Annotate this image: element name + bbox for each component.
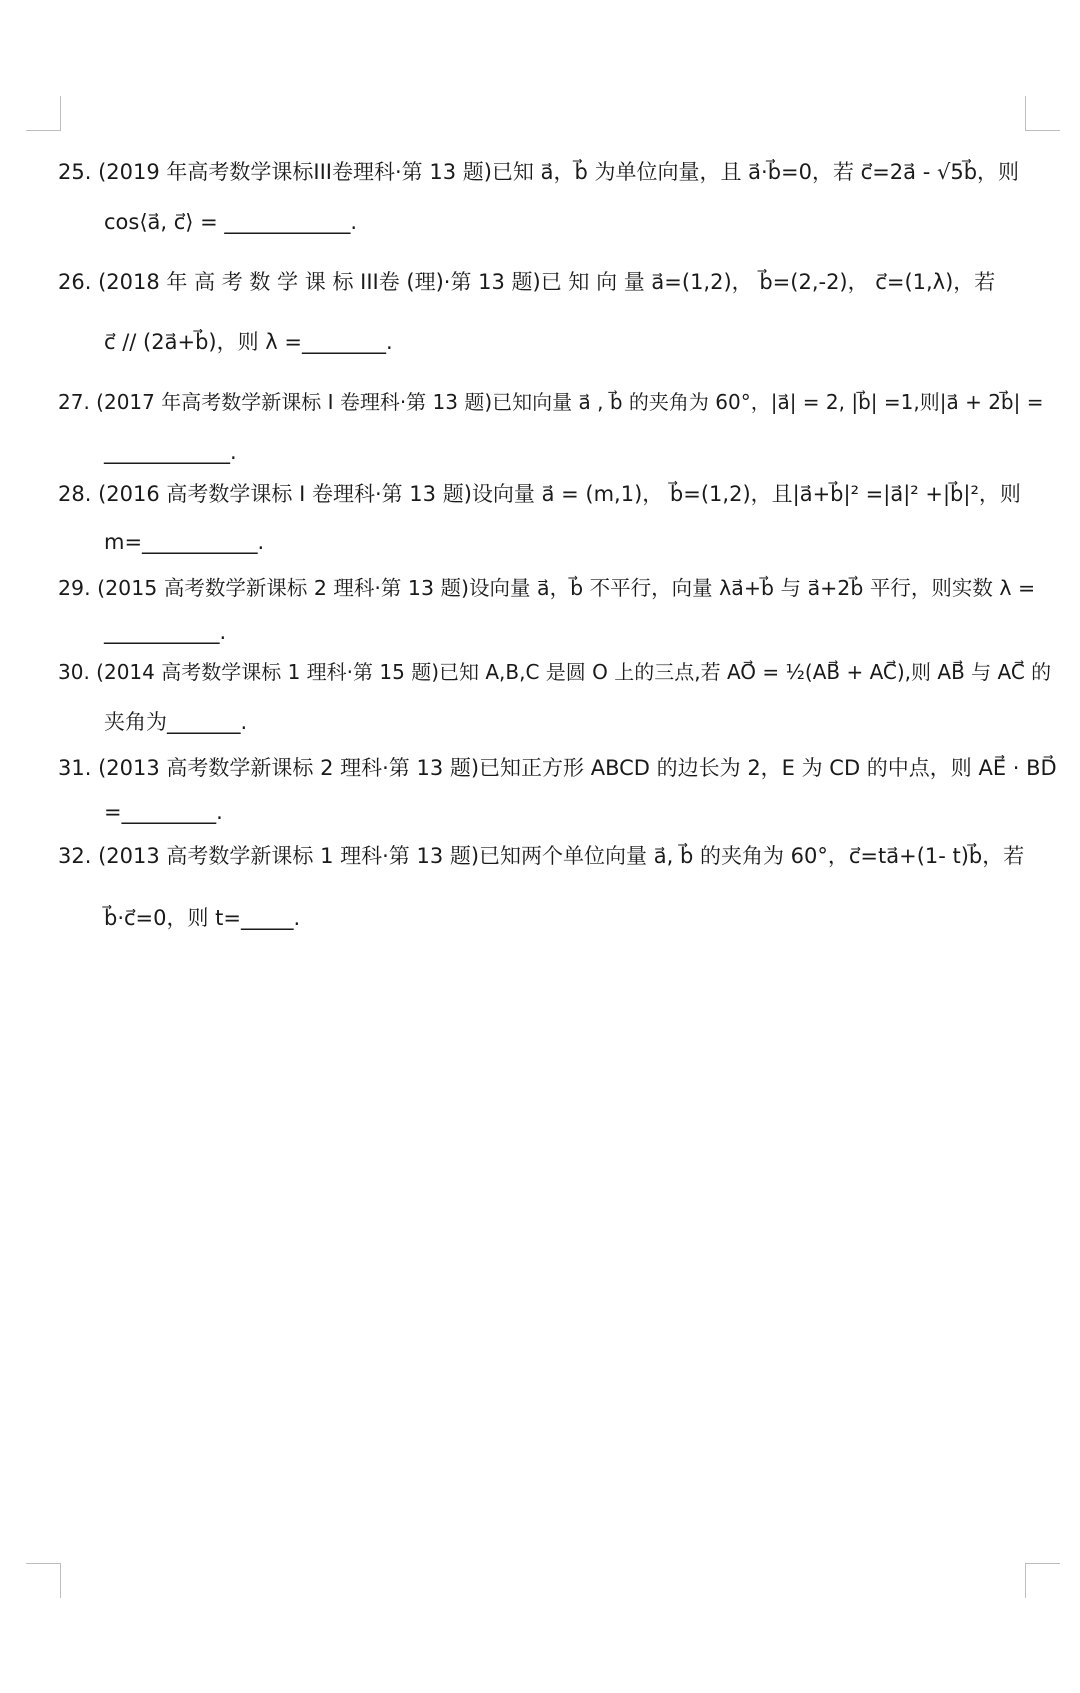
question-26-line-2 [104, 322, 1058, 362]
corner-mark-top-right [1025, 96, 1060, 131]
question-answer-line: m=___________. [104, 530, 265, 554]
question-28-line-1 [58, 474, 1058, 514]
question-text: (2017 年高考数学新课标 I 卷理科·第 13 题)已知向量 a⃗ , b⃗ 的夹角为 60°，|a⃗| = 2, |b⃗| =1,则|a⃗ + 2b⃗| = [96, 390, 1044, 414]
question-answer-line: 夹角为_______. [104, 710, 248, 734]
question-number: 30. [58, 660, 90, 684]
corner-mark-top-left [26, 96, 61, 131]
corner-mark-bottom-right [1025, 1563, 1060, 1598]
question-number: 31. [58, 756, 92, 780]
corner-mark-bottom-left [26, 1563, 61, 1598]
question-answer-line: ___________. [104, 620, 227, 644]
question-number: 25. [58, 160, 92, 184]
question-text: (2013 高考数学新课标 2 理科·第 13 题)已知正方形 ABCD 的边长为 2，E 为 CD 的中点，则 AE⃗ · BD⃗ [98, 756, 1057, 780]
question-text: (2018 年 高 考 数 学 课 标 III卷 (理)·第 13 题)已 知 向 量 a⃗=(1,2)， b⃗=(2,-2)， c⃗=(1,λ)，若 [98, 270, 996, 294]
question-30-line-2 [104, 702, 1058, 742]
question-answer-line: cos⟨a⃗, c⃗⟩ = ____________. [104, 210, 358, 234]
question-number: 28. [58, 482, 92, 506]
question-text: (2015 高考数学新课标 2 理科·第 13 题)设向量 a⃗，b⃗ 不平行，向量 λa⃗+b⃗ 与 a⃗+2b⃗ 平行，则实数 λ = [97, 576, 1036, 600]
question-number: 27. [58, 390, 90, 414]
question-26-line-1 [58, 262, 1058, 302]
question-text: (2014 高考数学课标 1 理科·第 15 题)已知 A,B,C 是圆 O 上的三点,若 AO⃗ = ½(AB⃗ + AC⃗),则 AB⃗ 与 AC⃗ 的 [96, 660, 1052, 684]
question-text: (2013 高考数学新课标 1 理科·第 13 题)已知两个单位向量 a⃗, b⃗ 的夹角为 60°，c⃗=ta⃗+(1- t)b⃗，若 [98, 844, 1025, 868]
question-number: 26. [58, 270, 92, 294]
question-answer-line: ____________. [104, 440, 237, 464]
question-27-line-2 [104, 432, 1058, 472]
question-31-line-2 [104, 792, 1058, 832]
question-28-line-2 [104, 522, 1058, 562]
question-29-line-1 [58, 568, 1058, 608]
question-30-line-1 [58, 652, 1058, 692]
question-text: (2019 年高考数学课标III卷理科·第 13 题)已知 a⃗，b⃗ 为单位向量，且 a⃗·b⃗=0，若 c⃗=2a⃗ - √5b⃗，则 [98, 160, 1020, 184]
question-number: 29. [58, 576, 91, 600]
question-25-line-2 [104, 202, 1058, 242]
question-25-line-1 [58, 152, 1058, 192]
question-31-line-1 [58, 748, 1058, 788]
question-answer-line: b⃗·c⃗=0，则 t=_____. [104, 906, 301, 930]
question-answer-line: c⃗ // (2a⃗+b⃗)，则 λ =________. [104, 330, 393, 354]
question-text: (2016 高考数学课标 I 卷理科·第 13 题)设向量 a⃗ = (m,1)， b⃗=(1,2)，且|a⃗+b⃗|² =|a⃗|² +|b⃗|²，则 [98, 482, 1021, 506]
question-29-line-2 [104, 612, 1058, 652]
question-number: 32. [58, 844, 92, 868]
question-32-line-2 [104, 898, 1058, 938]
question-32-line-1 [58, 836, 1058, 876]
question-27-line-1 [58, 382, 1058, 422]
question-answer-line: =_________. [104, 800, 223, 824]
